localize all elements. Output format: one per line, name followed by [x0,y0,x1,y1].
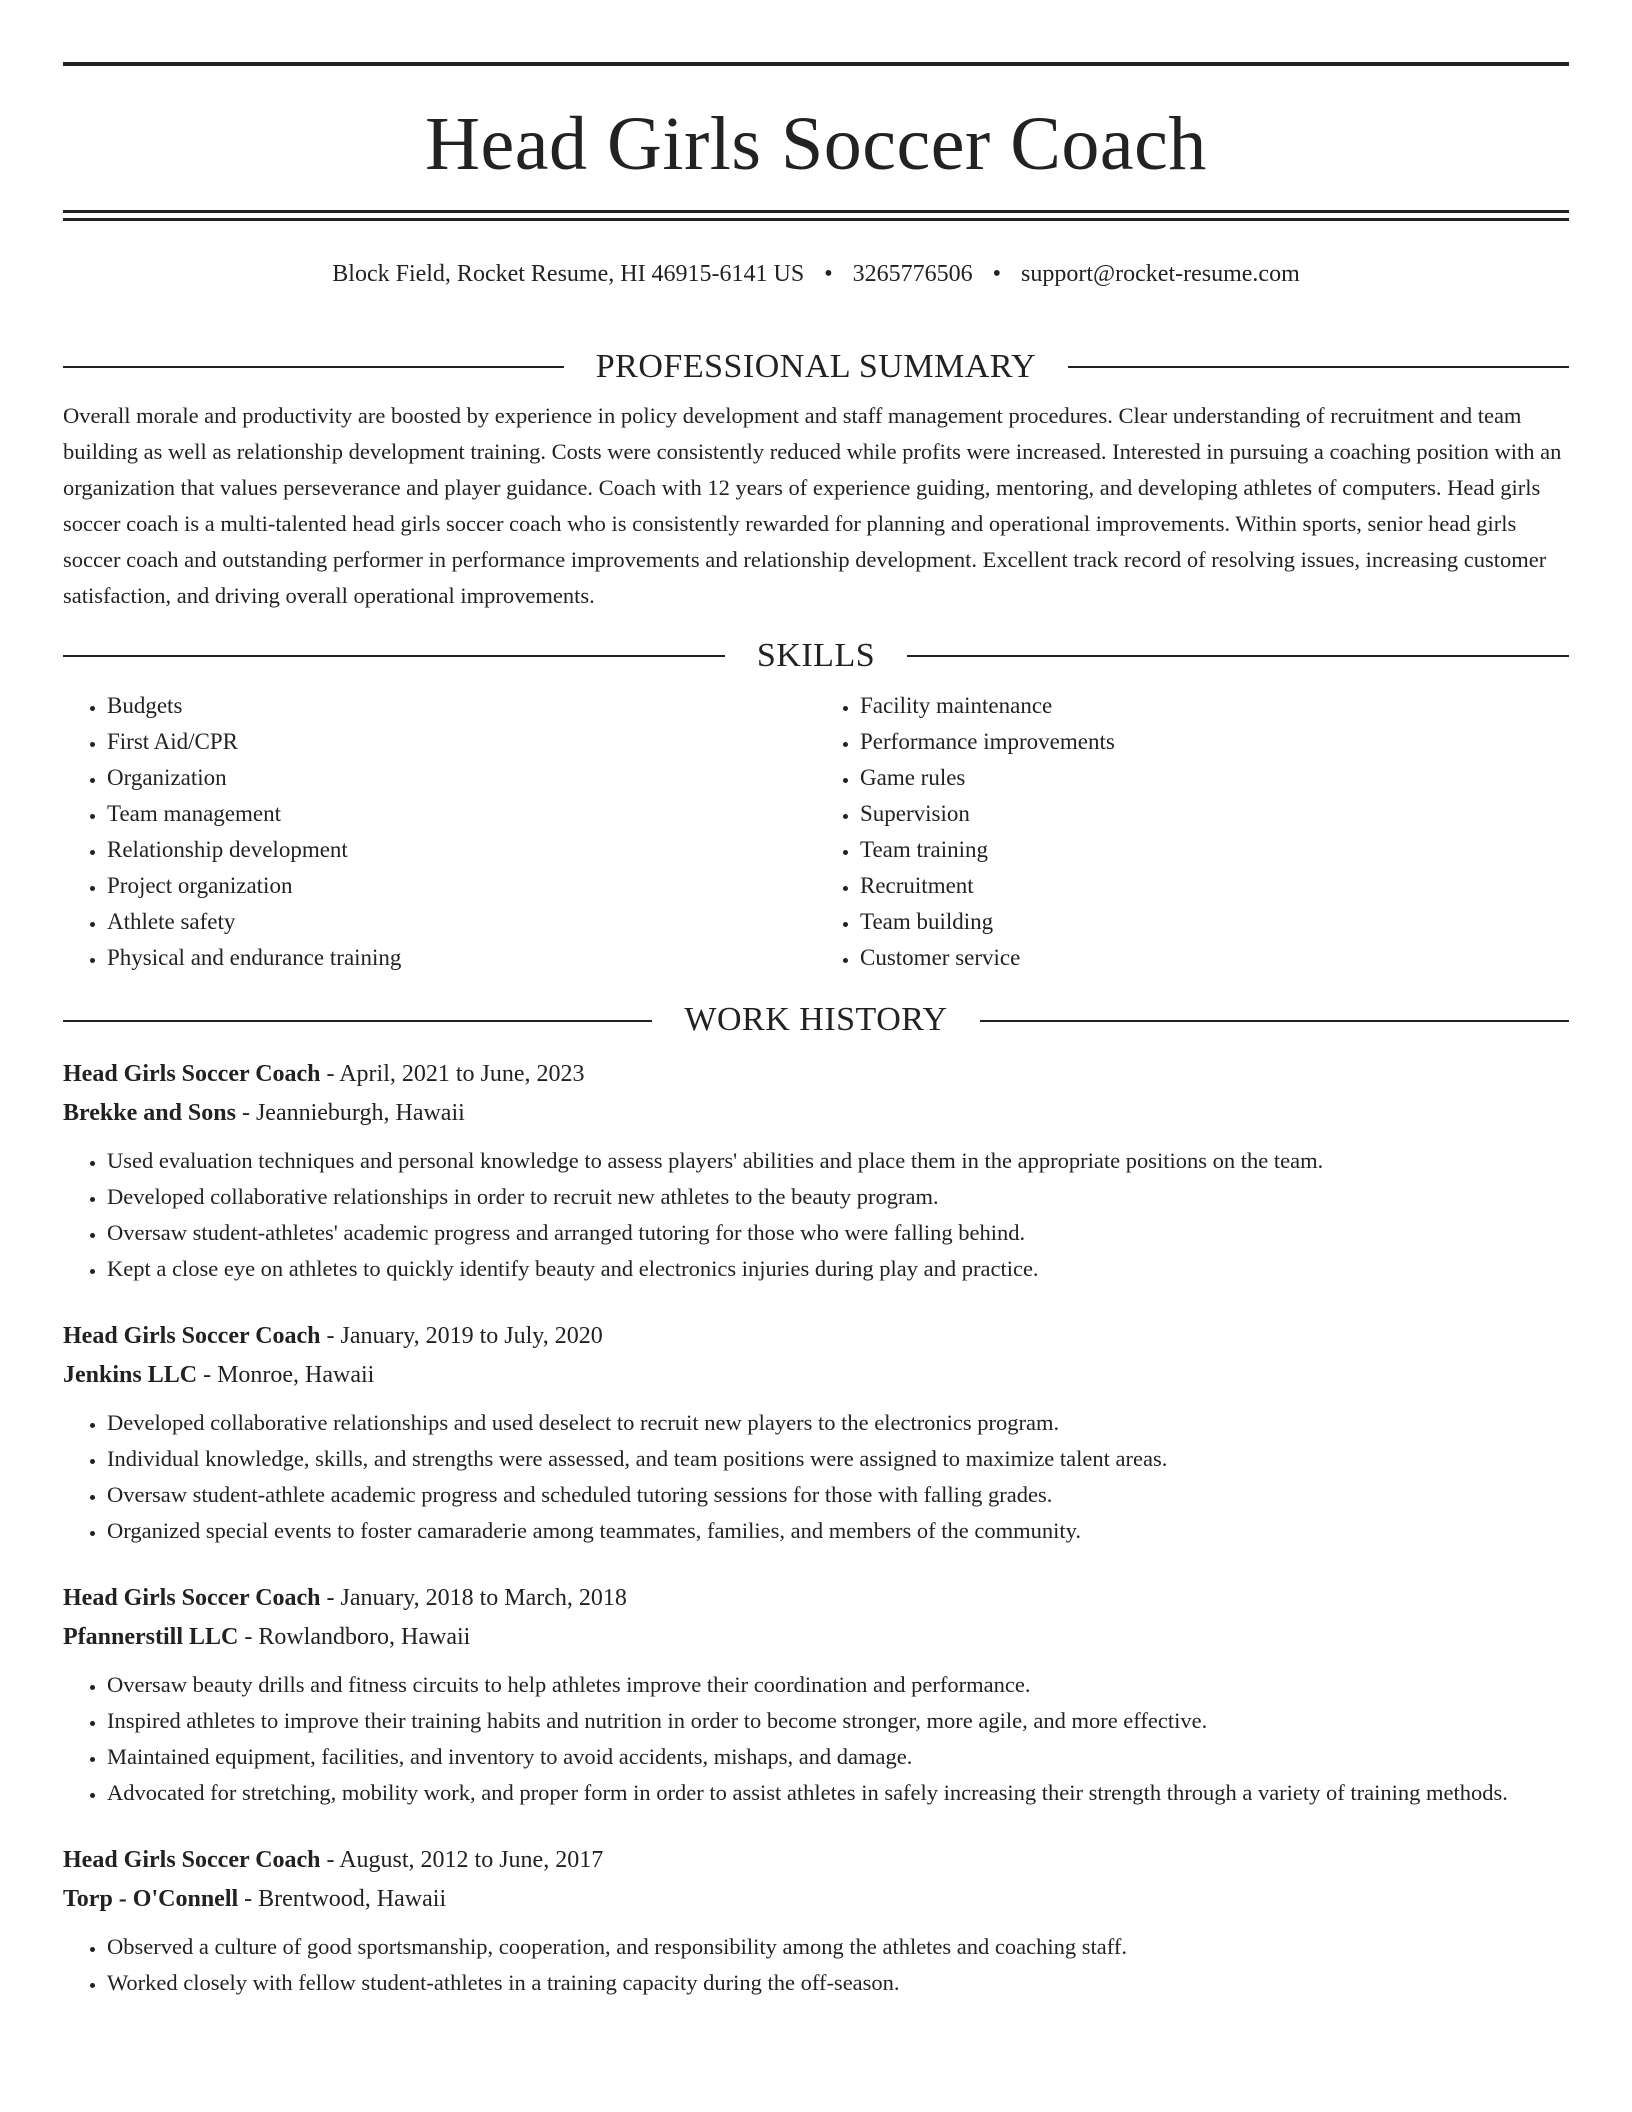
job-dates: January, 2019 to July, 2020 [340,1323,603,1350]
top-rule [63,62,1569,66]
job-bullet: • Inspired athletes to improve their training habits and nutrition in order to become stronger, more agile, and more effective. [107,1703,1569,1739]
job-company-line [63,1094,1569,1133]
job-location: Jeannieburgh, Hawaii [255,1100,465,1127]
job-company-line [63,1880,1569,1919]
job-dates: January, 2018 to March, 2018 [340,1585,627,1612]
job-role: Head Girls Soccer Coach [63,1847,321,1874]
heading-rule [980,1020,1569,1022]
skill-item: • Team building [860,904,1569,940]
resume-name: Head Girls Soccer Coach [425,102,1207,186]
heading-rule [63,366,564,368]
job-bullet: • Oversaw student-athlete academic progress and scheduled tutoring sessions for those with falling grades. [107,1477,1569,1513]
contact-email: support@rocket-resume.com [1021,261,1300,287]
contact-phone: 3265776506 [852,261,973,287]
contact-separator: • [824,261,833,287]
skills-column-right [816,688,1569,976]
skill-item: • Athlete safety [107,904,816,940]
skill-item: • Customer service [860,940,1569,976]
summary-title: PROFESSIONAL SUMMARY [595,347,1037,385]
contact-address: Block Field, Rocket Resume, HI 46915-6141 US [332,261,805,287]
job-role: Head Girls Soccer Coach [63,1061,321,1088]
job-bullet: • Advocated for stretching, mobility work, and proper form in order to assist athletes in safely increasing their strength through a variety of training methods. [107,1775,1569,1811]
job-bullet: • Observed a culture of good sportsmanship, cooperation, and responsibility among the athletes and coaching staff. [107,1929,1569,1965]
skill-item: • Supervision [860,796,1569,832]
skill-item: • Performance improvements [860,724,1569,760]
job-location: Rowlandboro, Hawaii [258,1624,471,1651]
job-entry [63,1841,1569,2001]
dash: - [320,1323,341,1350]
skills-list [63,688,1569,976]
heading-rule [63,655,725,657]
dash: - [238,1624,259,1651]
dash: - [320,1585,341,1612]
skill-item: • Team training [860,832,1569,868]
contact-separator: • [992,261,1002,287]
job-title-line [63,1841,1569,1880]
job-dates: April, 2021 to June, 2023 [339,1061,585,1088]
job-dates: August, 2012 to June, 2017 [339,1847,604,1874]
job-location: Brentwood, Hawaii [258,1886,447,1913]
skills-heading [63,636,1569,677]
job-title-line [63,1579,1569,1618]
job-role: Head Girls Soccer Coach [63,1585,321,1612]
skill-item: • Physical and endurance training [107,940,816,976]
job-bullets [63,1143,1569,1287]
work-heading [63,1000,1569,1041]
heading-rule [63,1020,652,1022]
work-history-list [63,1055,1569,2001]
dash: - [238,1886,259,1913]
job-company: Torp - O'Connell [63,1886,239,1913]
job-bullet: • Used evaluation techniques and personal knowledge to assess players' abilities and place them in the appropriate positions on the team. [107,1143,1569,1179]
contact-line [63,260,1569,289]
dash: - [320,1847,340,1874]
skill-item: • Game rules [860,760,1569,796]
work-title: WORK HISTORY [684,1001,948,1039]
job-bullet: • Developed collaborative relationships and used deselect to recruit new players to the electronics program. [107,1405,1569,1441]
job-title-line [63,1317,1569,1356]
skill-item: • Project organization [107,868,816,904]
summary-heading [63,347,1569,388]
dash: - [235,1100,256,1127]
summary-text: Overall morale and productivity are boosted by experience in policy development and staff management procedures. Clear understanding of recruitment and team building as well as relationship development training. Costs were consistently reduced while profits were increased. Interested in pursuing a coaching position with an organization that values perseverance and player guidance. Coach with 12 years of experience guiding, mentoring, and developing athletes of computers. Head girls soccer coach is a multi-talented head girls soccer coach who is consistently rewarded for planning and operational improvements. Within sports, senior head girls soccer coach and outstanding performer in performance improvements and relationship development. Excellent track record of resolving issues, increasing customer satisfaction, and driving overall operational improvements. [63,402,1562,608]
double-rule [63,210,1569,221]
job-bullets [63,1667,1569,1811]
job-entry [63,1579,1569,1811]
job-bullet: • Kept a close eye on athletes to quickly identify beauty and electronics injuries during play and practice. [107,1251,1569,1287]
heading-rule [907,655,1569,657]
skill-item: • Budgets [107,688,816,724]
job-title-line [63,1055,1569,1094]
job-bullet: • Developed collaborative relationships in order to recruit new athletes to the beauty program. [107,1179,1569,1215]
job-bullets [63,1405,1569,1549]
job-company: Pfannerstill LLC [63,1624,239,1651]
job-bullets [63,1929,1569,2001]
heading-rule [1068,366,1569,368]
job-bullet: • Individual knowledge, skills, and strengths were assessed, and team positions were assigned to maximize talent areas. [107,1441,1569,1477]
skills-column-left [63,688,816,976]
dash: - [320,1061,340,1088]
resume-page [63,0,1569,2001]
job-location: Monroe, Hawaii [217,1362,375,1389]
dash: - [197,1362,218,1389]
skill-item: • Organization [107,760,816,796]
skill-item: • Team management [107,796,816,832]
skill-item: • Relationship development [107,832,816,868]
job-bullet: • Oversaw beauty drills and fitness circuits to help athletes improve their coordination and performance. [107,1667,1569,1703]
skill-item: • First Aid/CPR [107,724,816,760]
job-entry [63,1055,1569,1287]
job-company: Jenkins LLC [63,1362,198,1389]
job-bullet: • Organized special events to foster camaraderie among teammates, families, and members of the community. [107,1513,1569,1549]
job-entry [63,1317,1569,1549]
skill-item: • Recruitment [860,868,1569,904]
job-company-line [63,1618,1569,1657]
skill-item: • Facility maintenance [860,688,1569,724]
job-bullet: • Maintained equipment, facilities, and inventory to avoid accidents, mishaps, and damage. [107,1739,1569,1775]
job-bullet: • Worked closely with fellow student-athletes in a training capacity during the off-season. [107,1965,1569,2001]
job-bullet: • Oversaw student-athletes' academic progress and arranged tutoring for those who were falling behind. [107,1215,1569,1251]
job-role: Head Girls Soccer Coach [63,1323,321,1350]
job-company: Brekke and Sons [63,1100,236,1127]
skills-title: SKILLS [756,636,876,674]
job-company-line [63,1356,1569,1395]
